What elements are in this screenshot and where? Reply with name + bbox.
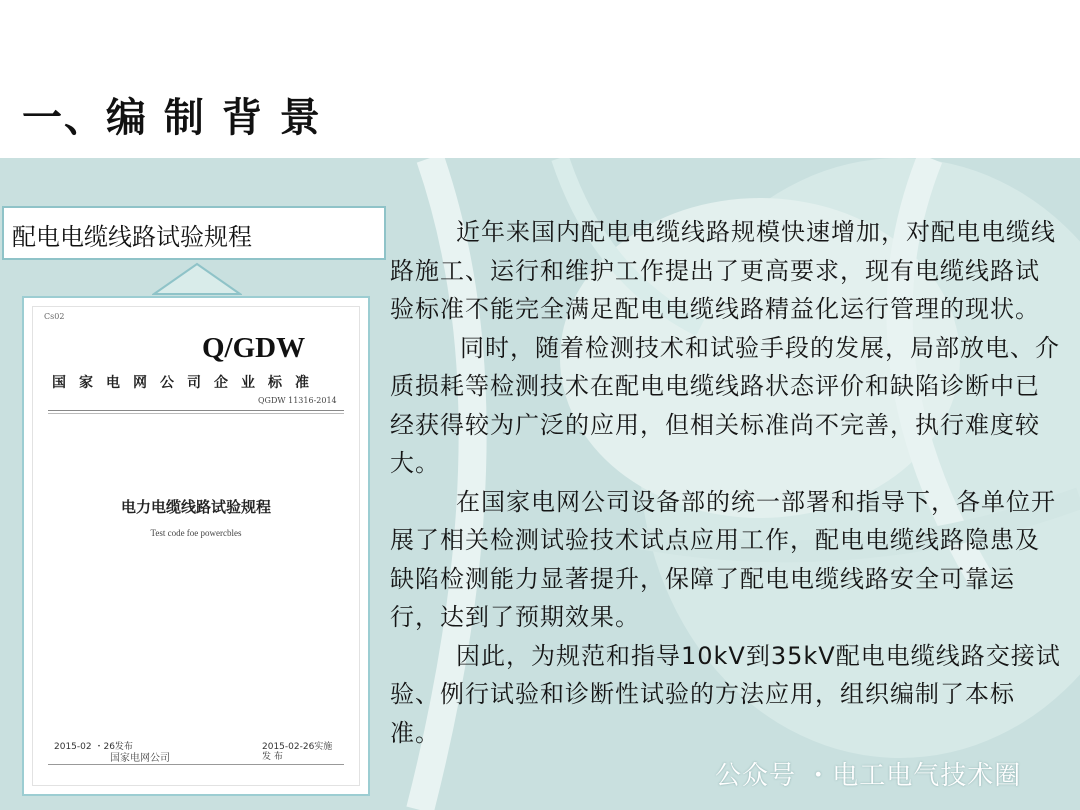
paragraph: 同时，随着检测技术和试验手段的发展，局部放电、介质损耗等检测技术在配电电缆线路状态评价和缺陷诊断中已经获得较为广泛的应用，但相关标准尚不完善，执行难度较大。 (390, 333, 1060, 477)
body-text (390, 213, 1062, 752)
publish-date: 2015-02 ・26发布 (54, 742, 133, 752)
document-title: 电力电缆线路试验规程 (120, 498, 271, 516)
implement-date: 2015-02-26实施 (262, 742, 333, 752)
caption-label: 配电电缆线路试验规程 (12, 223, 252, 251)
slide-title: 一、编 制 背 景 (22, 95, 322, 141)
implement-label: 发 布 (262, 752, 283, 762)
header-divider (48, 410, 344, 411)
watermark: 公众号 ・电工电气技术圈 (715, 761, 1022, 791)
paragraph: 近年来国内配电电缆线路规模快速增加，对配电电缆线路施工、运行和维护工作提出了更高要求，现有电缆线路试验标准不能完全满足配电电缆线路精益化运行管理的现状。 (390, 218, 1056, 323)
publisher-name: 国家电网公司 (110, 753, 170, 764)
header-divider-secondary (48, 413, 344, 414)
document-standard-number: QGDW 11316-2014 (258, 396, 337, 405)
up-arrow-icon (152, 262, 242, 296)
document-org-title: 国家电网公司企业标准 (52, 375, 322, 391)
caption-box (2, 206, 386, 260)
footer-divider (48, 764, 344, 765)
paragraph: 因此，为规范和指导10kV到35kV配电电缆线路交接试验、例行试验和诊断性试验的方法应用，组织编制了本标准。 (390, 641, 1061, 747)
document-logo: Q/GDW (202, 332, 306, 364)
document-title-english: Test code foe powercbles (150, 528, 242, 538)
standard-document-cover (22, 296, 370, 796)
document-class-code: Cs02 (44, 312, 65, 321)
paragraph: 在国家电网公司设备部的统一部署和指导下，各单位开展了相关检测试验技术试点应用工作，配电电缆线路隐患及缺陷检测能力显著提升，保障了配电电缆线路安全可靠运行，达到了预期效果。 (390, 487, 1056, 631)
